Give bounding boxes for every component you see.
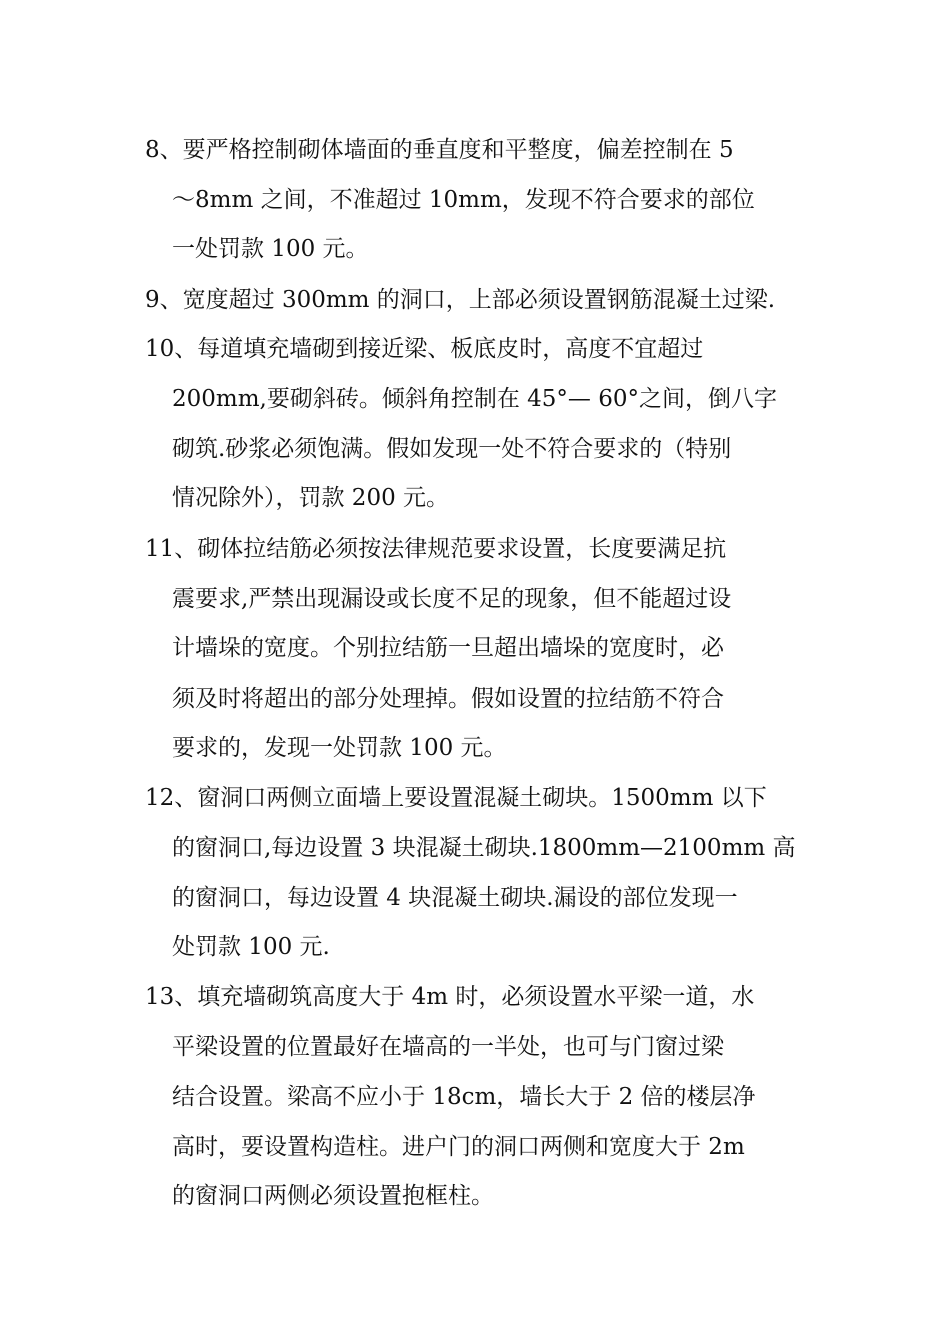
- item-12-line-1: 12、窗洞口两侧立面墙上要设置混凝土砌块。1500mm 以下: [145, 785, 767, 811]
- item-8-line-1: 8、要严格控制砌体墙面的垂直度和平整度，偏差控制在 5: [145, 137, 734, 163]
- item-12-line-3: 的窗洞口，每边设置 4 块混凝土砌块.漏设的部位发现一: [172, 885, 738, 911]
- item-11-line-3: 计墙垛的宽度。个别拉结筋一旦超出墙垛的宽度时，必: [172, 635, 724, 661]
- item-13-line-2: 平梁设置的位置最好在墙高的一半处，也可与门窗过梁: [172, 1034, 724, 1060]
- item-12-line-4: 处罚款 100 元.: [172, 934, 330, 960]
- item-10-line-2: 200mm,要砌斜砖。倾斜角控制在 45°— 60°之间，倒八字: [172, 386, 777, 412]
- item-10-line-3: 砌筑.砂浆必须饱满。假如发现一处不符合要求的（特别: [172, 436, 732, 462]
- item-10-line-1: 10、每道填充墙砌到接近梁、板底皮时，高度不宜超过: [145, 336, 704, 362]
- item-11-line-4: 须及时将超出的部分处理掉。假如设置的拉结筋不符合: [172, 686, 724, 712]
- item-13-line-1: 13、填充墙砌筑高度大于 4m 时，必须设置水平梁一道，水: [145, 984, 755, 1010]
- item-11-line-2: 震要求,严禁出现漏设或长度不足的现象，但不能超过设: [172, 586, 732, 612]
- item-13-line-4: 高时，要设置构造柱。进户门的洞口两侧和宽度大于 2m: [172, 1134, 745, 1160]
- item-9-line-1: 9、宽度超过 300mm 的洞口，上部必须设置钢筋混凝土过梁.: [145, 287, 776, 313]
- item-11-line-5: 要求的，发现一处罚款 100 元。: [172, 735, 507, 761]
- item-13-line-3: 结合设置。梁高不应小于 18cm，墙长大于 2 倍的楼层净: [172, 1084, 756, 1110]
- item-12-line-2: 的窗洞口,每边设置 3 块混凝土砌块.1800mm—2100mm 高: [172, 835, 796, 861]
- item-8-line-3: 一处罚款 100 元。: [172, 236, 369, 262]
- item-10-line-4: 情况除外），罚款 200 元。: [172, 485, 450, 511]
- item-13-line-5: 的窗洞口两侧必须设置抱框柱。: [172, 1183, 494, 1209]
- item-11-line-1: 11、砌体拉结筋必须按法律规范要求设置，长度要满足抗: [145, 536, 727, 562]
- item-8-line-2: ～8mm 之间，不准超过 10mm，发现不符合要求的部位: [172, 187, 755, 213]
